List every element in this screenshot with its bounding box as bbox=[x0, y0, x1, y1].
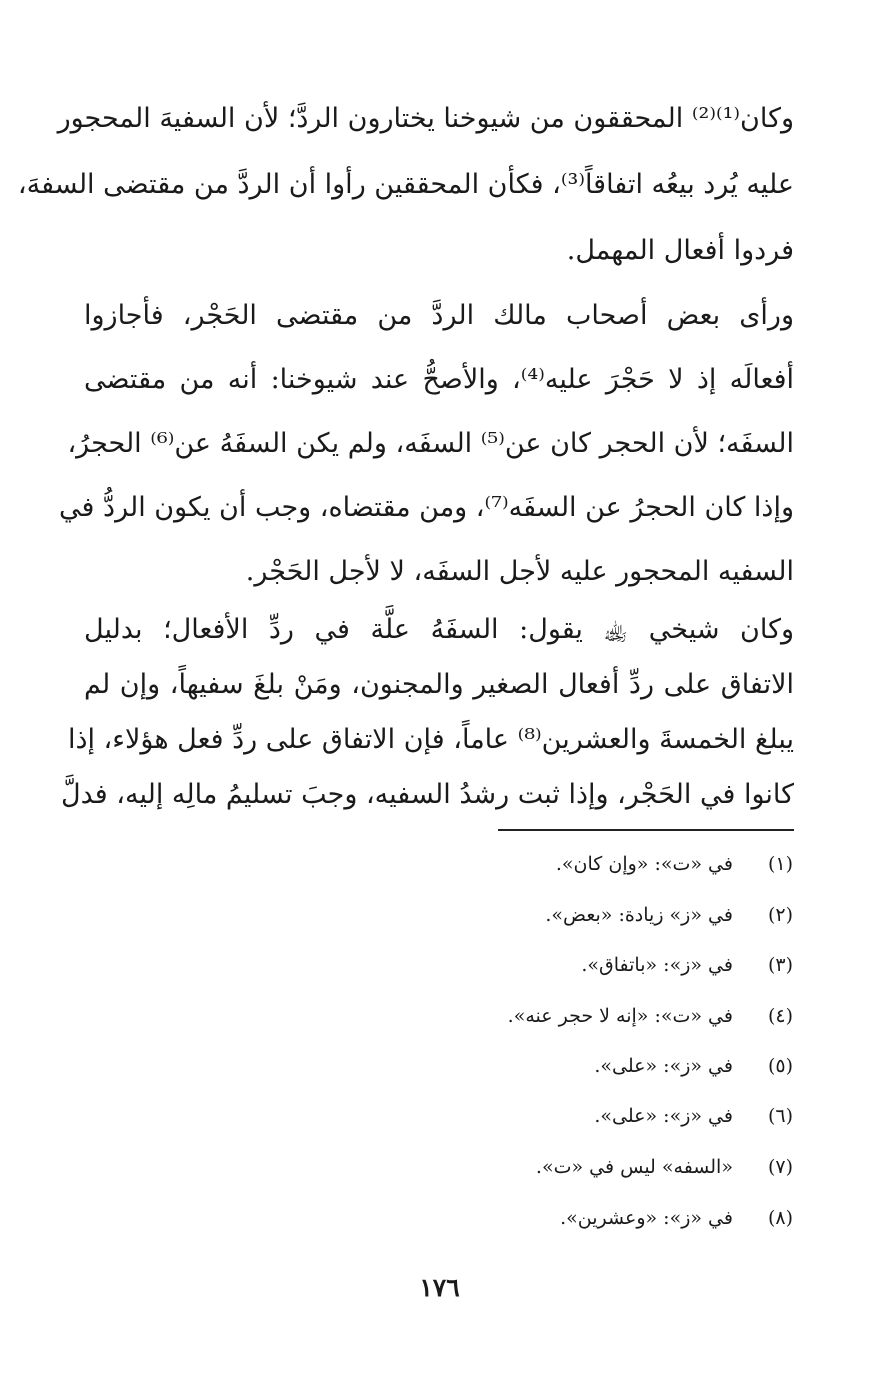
footnote-item bbox=[333, 1192, 793, 1244]
footnote-item bbox=[333, 889, 793, 941]
footnote-separator bbox=[498, 829, 794, 831]
text-line: السفَه؛ لأن الحجر كان عن⁽⁵⁾ السفَه، ولم يكن السفَهُ عن⁽⁶⁾ الحجرُ، bbox=[67, 428, 794, 459]
text-line: وكان شيخي ﵀ يقول: السفَهُ علَّة في ردِّ الأفعال؛ بدليل bbox=[84, 614, 794, 645]
text-line: كانوا في الحَجْر، وإذا ثبت رشدُ السفيه، وجبَ تسليمُ مالِه إليه، فدلَّ bbox=[61, 779, 794, 810]
text-line: ورأى بعض أصحاب مالك الردَّ من مقتضى الحَجْر، فأجازوا bbox=[84, 300, 794, 331]
footnote-item bbox=[333, 990, 793, 1042]
footnote-number: (٦) bbox=[767, 1105, 793, 1127]
footnote-number: (١) bbox=[767, 853, 793, 875]
footnote-text: في «ز»: «باتفاق». bbox=[581, 954, 733, 976]
footnote-text: في «ت»: «وإن كان». bbox=[555, 853, 733, 875]
footnote-item bbox=[333, 939, 793, 991]
footnote-item bbox=[333, 1141, 793, 1193]
footnote-text: في «ز»: «على». bbox=[594, 1055, 733, 1077]
footnote-text: «السفه» ليس في «ت». bbox=[535, 1156, 733, 1178]
footnote-item bbox=[333, 838, 793, 890]
footnote-text: في «ت»: «إنه لا حجر عنه». bbox=[507, 1005, 733, 1027]
text-line: يبلغ الخمسةَ والعشرين⁽⁸⁾ عاماً، فإن الاتفاق على ردِّ فعل هؤلاء، إذا bbox=[67, 724, 794, 755]
footnote-text: في «ز»: «على». bbox=[594, 1105, 733, 1127]
text-line: عليه يُرد بيعُه اتفاقاً⁽³⁾، فكأن المحققين رأوا أن الردَّ من مقتضى السفهَ، bbox=[17, 169, 794, 200]
footnote-number: (٣) bbox=[767, 954, 793, 976]
footnote-number: (٢) bbox=[767, 904, 793, 926]
footnote-number: (٨) bbox=[767, 1207, 793, 1229]
footnote-number: (٥) bbox=[767, 1055, 793, 1077]
footnote-text: في «ز» زيادة: «بعض». bbox=[545, 904, 733, 926]
footnote-item bbox=[333, 1090, 793, 1142]
text-line: وكان⁽¹⁾⁽²⁾ المحققون من شيوخنا يختارون الردَّ؛ لأن السفيهَ المحجور bbox=[57, 103, 794, 134]
footnote-text: في «ز»: «وعشرين». bbox=[560, 1207, 733, 1229]
footnote-item bbox=[333, 1040, 793, 1092]
page-number: ١٧٦ bbox=[419, 1273, 460, 1302]
text-line: أفعالَه إذ لا حَجْرَ عليه⁽⁴⁾، والأصحُّ عند شيوخنا: أنه من مقتضى bbox=[84, 364, 795, 395]
text-line: الاتفاق على ردِّ أفعال الصغير والمجنون، ومَنْ بلغَ سفيهاً، وإن لم bbox=[84, 669, 794, 700]
footnote-number: (٤) bbox=[767, 1005, 793, 1027]
footnote-number: (٧) bbox=[767, 1156, 793, 1178]
text-line: وإذا كان الحجرُ عن السفَه⁽⁷⁾، ومن مقتضاه، وجب أن يكون الردُّ في bbox=[59, 492, 794, 523]
text-line: السفيه المحجور عليه لأجل السفَه، لا لأجل الحَجْر. bbox=[245, 556, 794, 587]
text-line: فردوا أفعال المهمل. bbox=[566, 235, 794, 266]
